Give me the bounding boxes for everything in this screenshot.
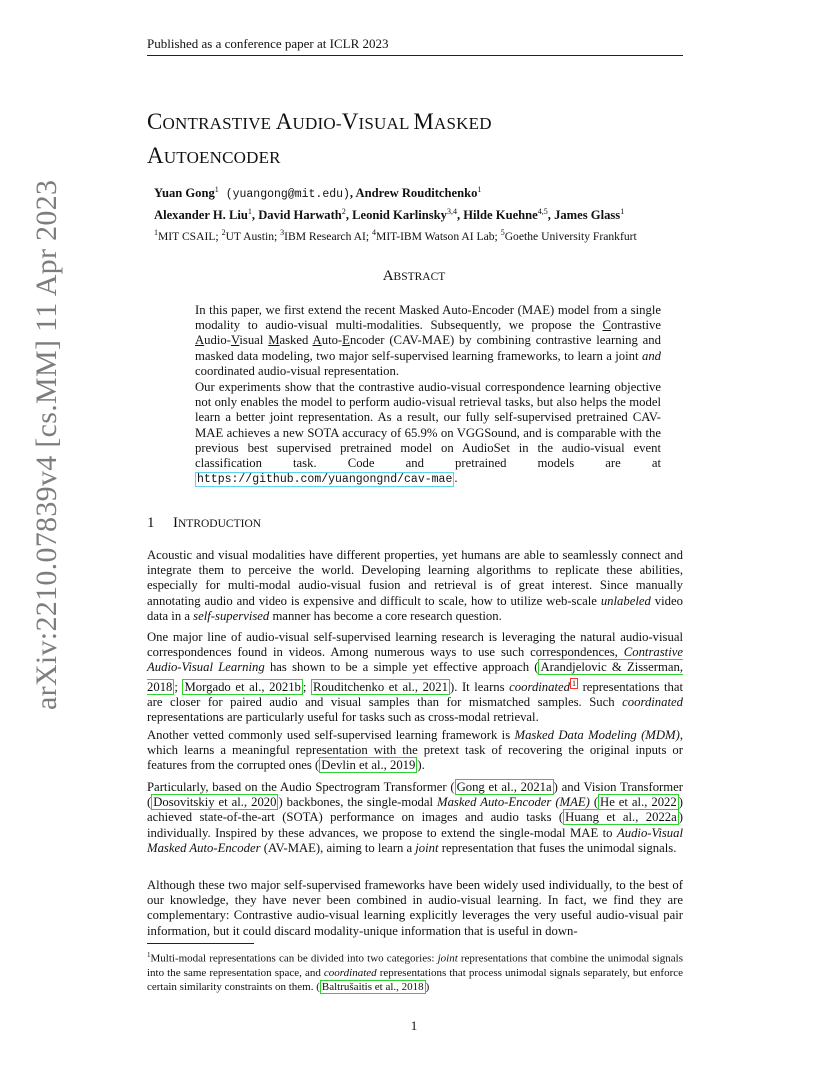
citation-link[interactable]: Baltrušaitis et al., 2018 xyxy=(321,980,424,993)
code-repo-link[interactable]: https://github.com/yuangongnd/cav-mae xyxy=(197,473,453,487)
abstract-paragraph-2: Our experiments show that the contrastive audio-visual correspondence learning objective not only enables the model to perform audio-visual retrieval tasks, but also helps the model learn a better joint representation. As a result, our fully self-supervised pretrained CAV-MAE achieves a new SOTA accuracy of 65.9% on VGGSound, and is comparable with the previous best supervised pretrained model on AudioSet in the audio-visual event classification task. Code and pretrained models are at https://github.com/yuangongnd/cav-mae . xyxy=(195,380,661,487)
title-line-2: AUTOENCODER xyxy=(147,143,281,168)
author-block xyxy=(154,181,694,245)
paper-title xyxy=(147,106,687,174)
intro-paragraph-4: Particularly, based on the Audio Spectrogram Transformer ( Gong et al., 2021a ) and Vision Transformer ( Dosovitskiy et al., 2020 ) backbones, the single-modal Masked Auto-Encoder (MAE) ( He et al., 2022 ) achieved state-of-the-art (SOTA) performance on images and audio tasks ( Huang et al., 2022a ) individually. Inspired by these advances, we propose to extend the single-modal MAE to Audio-Visual Masked Auto-Encoder (AV-MAE), aiming to learn a joint representation that fuses the unimodal signals. xyxy=(147,780,683,855)
citation-link[interactable]: Morgado et al., 2021b xyxy=(184,679,301,694)
page-number: 1 xyxy=(410,1018,418,1033)
citation-link[interactable]: Huang et al., 2022a xyxy=(565,810,677,825)
intro-paragraph-3: Another vetted commonly used self-supervised learning framework is Masked Data Modeling (MDM), which learns a meaningful representation with the pretext task of recovering the original inputs or features from the corrupted ones ( Devlin et al., 2019 ). xyxy=(147,728,683,773)
footnote-1: $^1$Multi-modal representations can be divided into two categories: joint representations that combine the unimodal signals into the same representation space, and coordinated representations that process unimodal signals separately, but enforce certain similarity constraints on them. ( Baltrušaitis et al., 2018 ) xyxy=(147,951,683,993)
intro-paragraph-2: One major line of audio-visual self-supervised learning research is leveraging the natural audio-visual correspondences found in videos. Among numerous ways to use such correspondences, Contrastive Audio-Visual Learning has shown to be a simple yet effective approach ( Arandjelovic & Zisserman, 2018 ; Morgado et al., 2021b ; Rouditchenko et al., 2021 ). It learns coordinated $^1$ representations that are closer for paired audio and visual samples than for mismatched samples. Such coordinated representations are particularly useful for tasks such as cross-modal retrieval. xyxy=(147,630,683,725)
arxiv-stamp: arXiv:2210.07839v4 [cs.MM] 11 Apr 2023 xyxy=(30,179,63,710)
author-line-2: Alexander H. Liu$^1$, David Harwath$^2$, Leonid Karlinsky$^{3,4}$, Hilde Kuehne$^{4,5}$, James Glass$^1$ xyxy=(154,207,625,223)
citation-link[interactable]: Devlin et al., 2019 xyxy=(321,758,416,773)
title-line-1: CONTRASTIVE AUDIO-VISUAL MASKED xyxy=(147,109,492,134)
abstract-paragraph-1: In this paper, we first extend the recent Masked Auto-Encoder (MAE) model from a single modality to audio-visual multi-modalities. Subsequently, we propose the Contrastive Audio-Visual Masked Auto-Encoder (CAV-MAE) by combining contrastive learning and masked data modeling, two major self-supervised learning frameworks, to learn a joint and coordinated audio-visual representation. xyxy=(195,303,661,378)
header-rule xyxy=(147,55,683,56)
running-header: Published as a conference paper at ICLR 2023 xyxy=(147,36,389,51)
citation-link[interactable]: Gong et al., 2021a xyxy=(456,780,552,794)
citation-link[interactable]: Rouditchenko et al., 2021 xyxy=(313,679,448,694)
footnote-rule xyxy=(147,943,254,944)
intro-paragraph-1: Acoustic and visual modalities have different properties, yet humans are able to seamlessly connect and integrate them to perceive the world. Developing learning algorithms to replicate these abilities, especially for multi-modal audio-visual fusion and retrieval is of great interest. Since manually annotating audio and video is expensive and difficult to scale, how to utilize web-scale unlabeled video data in a self-supervised manner has become a core research question. xyxy=(147,548,683,623)
author-email: (yuangong@mit.edu) xyxy=(218,188,350,202)
abstract-heading: ABSTRACT xyxy=(382,268,446,284)
citation-link[interactable]: He et al., 2022 xyxy=(600,795,677,810)
section-heading-introduction: 1 INTRODUCTION xyxy=(147,515,262,531)
author-line-1: Yuan Gong$^1$ (yuangong@mit.edu), Andrew Rouditchenko$^1$ xyxy=(154,185,482,202)
intro-paragraph-5: Although these two major self-supervised frameworks have been widely used individually, to the best of our knowledge, they have never been combined in audio-visual learning. In fact, we find they are complementary: Contrastive audio-visual learning explicitly leverages the very useful audio-visual pair information, but it could discard modality-unique information that is useful in down- xyxy=(147,878,683,938)
citation-link[interactable]: Dosovitskiy et al., 2020 xyxy=(153,795,277,810)
affiliations: $^1$MIT CSAIL; $^2$UT Austin; $^3$IBM Research AI; $^4$MIT-IBM Watson AI Lab; $^5$Goethe University Frankfurt xyxy=(154,228,637,244)
citation-link[interactable]: Arandjelovic & Zisserman, 2018 xyxy=(147,660,683,694)
footnote-ref[interactable]: 1 xyxy=(572,678,576,688)
